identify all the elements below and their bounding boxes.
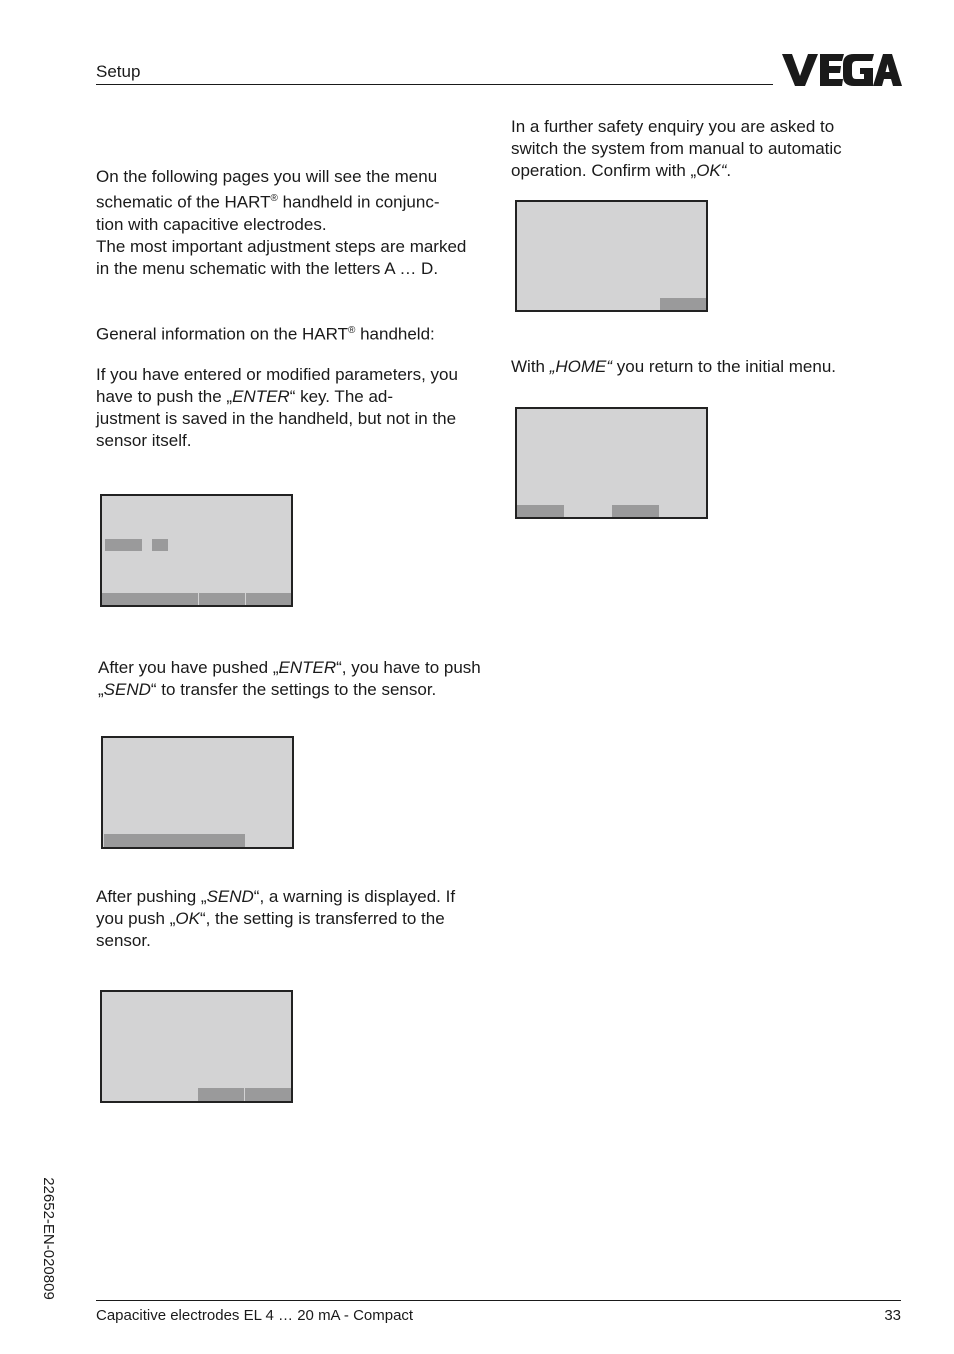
after-enter-paragraph: After you have pushed „ENTER“, you have to push „SEND“ to transfer the settings to the sensor.: [98, 658, 481, 699]
intro-paragraph: On the following pages you will see the menu schematic of the HART® handheld in conjunc- tion with capacitive electrodes. The most important adjustment steps are marked in the menu schematic with the letters A … D.: [96, 167, 467, 278]
section-title: Setup: [96, 62, 141, 81]
highlight-field: [105, 539, 142, 551]
safety-enquiry-paragraph: In a further safety enquiry you are asked to switch the system from manual to automatic operation. Confirm with „OK“.: [511, 117, 842, 180]
softkey: [660, 298, 706, 310]
softkey: [102, 593, 198, 605]
document-code: 22652-EN-020809: [39, 1177, 57, 1300]
general-info-heading: General information on the HART® handheld:: [96, 324, 435, 344]
header-divider: [96, 84, 773, 85]
handheld-display-warning: [100, 990, 293, 1103]
softkey: [199, 593, 245, 605]
footer-title: Capacitive electrodes EL 4 … 20 mA - Compact: [96, 1307, 414, 1324]
handheld-display-auto-mode: [515, 200, 708, 312]
handheld-display-home: [515, 407, 708, 519]
footer-divider: [96, 1300, 901, 1301]
highlight-field: [152, 539, 168, 551]
parameters-paragraph: If you have entered or modified parameters, you have to push the „ENTER“ key. The ad- justment is saved in the handheld, but not in the sensor itself.: [96, 365, 458, 450]
handheld-display-enter: [100, 494, 293, 607]
softkey: [245, 1088, 291, 1101]
after-send-paragraph: After pushing „SEND“, a warning is displayed. If you push „OK“, the setting is transferred to the sensor.: [96, 887, 456, 950]
softkey: [104, 834, 245, 847]
softkey: [246, 593, 291, 605]
vega-logo: [782, 52, 902, 88]
home-paragraph: With „HOME“ you return to the initial menu.: [511, 357, 837, 376]
page-number: 33: [884, 1307, 901, 1324]
softkey: [612, 505, 659, 517]
softkey: [198, 1088, 244, 1101]
handheld-display-send: [101, 736, 294, 849]
softkey: [517, 505, 564, 517]
